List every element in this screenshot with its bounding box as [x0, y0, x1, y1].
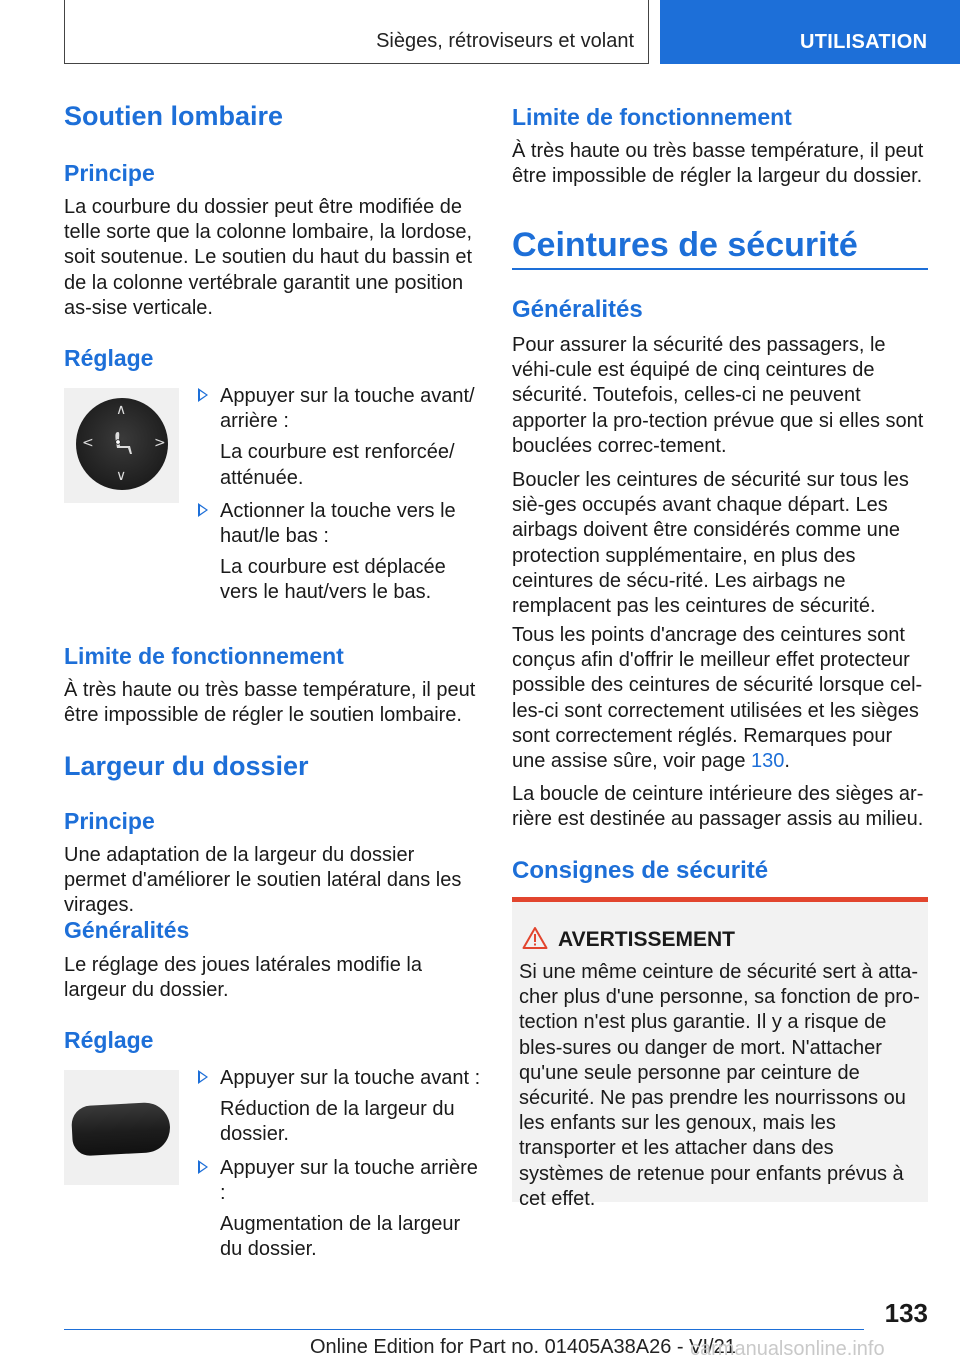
header-section-title: Sièges, rétroviseurs et volant: [376, 30, 634, 52]
footer-edition: Online Edition for Part no. 01405A38A26 - VI/21: [310, 1336, 736, 1358]
warning-text: Si une même ceinture de sécurité sert à atta-cher plus d'une personne, sa fonction de pro-tection n'est plus garantie. Il y a risque de bles-sures ou danger de mort. N'attacher qu'une seule personne par ceinture de sécurité. Ne pas prendre les nourrissons ou les enfants sur les genoux, mais les transporter et les attacher dans des systèmes de retenue pour enfants prévus à cet effet.: [519, 961, 920, 1210]
generalites-text: Le réglage des joues latérales modifie la largeur du dossier.: [64, 954, 422, 1002]
bullet-action: Appuyer sur la touche avant/ arrière :: [220, 385, 475, 433]
warning-box: [512, 897, 928, 1210]
para3-text: Tous les points d'ancrage des ceintures sont conçus afin d'offrir le meilleur effet protecteur possible des ceintures de sécurité lorsque cel-les-ci sont correctement utilisées et les sièges sont correctement réglés. Remarques pour une assise sûre, voir page: [512, 624, 923, 773]
warning-triangle-icon: [522, 926, 548, 950]
limite-text: À très haute ou très basse température, il peut être impossible de régler le soutien lombaire.: [64, 679, 476, 727]
bullet-item: [192, 1066, 482, 1148]
footer-watermark: carmanualsonline.info: [690, 1338, 885, 1360]
principe2-text: Une adaptation de la largeur du dossier permet d'améliorer le soutien latéral dans les virages.: [64, 844, 462, 917]
title-underline: [512, 268, 928, 270]
bullet-item: [192, 384, 482, 491]
title-ceintures: Ceintures de sécurité: [512, 226, 858, 264]
bullet-triangle-icon: [198, 1070, 208, 1084]
header-chapter-tab: [660, 0, 960, 64]
bullet-result: Réduction de la largeur du dossier.: [220, 1098, 455, 1146]
title-largeur-dossier: Largeur du dossier: [64, 751, 309, 781]
bullet-triangle-icon: [198, 388, 208, 402]
heading-principe-2: Principe: [64, 808, 155, 834]
title-soutien-lombaire: Soutien lombaire: [64, 101, 284, 131]
bullet-triangle-icon: [198, 1160, 208, 1174]
warning-title: AVERTISSEMENT: [558, 928, 735, 951]
bullet-action: Actionner la touche vers le haut/le bas :: [220, 499, 456, 548]
arrow-left-icon: <: [82, 435, 94, 451]
header-section-box: [64, 0, 649, 64]
ceintures-para-2: Boucler les ceintures de sécurité sur tous les siè-ges occupés avant chaque départ. Les airbags doivent être considérés comme une protection supplémentaire, en plus des ceintures de sécu-rité. Les airbags ne remplacent pas les ceintures de sécurité.: [512, 469, 909, 618]
bullet-triangle-icon: [198, 503, 208, 517]
bullet-item: [192, 499, 482, 606]
page-link-130[interactable]: 130: [751, 750, 785, 773]
arrow-down-icon: ∨: [116, 468, 127, 484]
heading-consignes: Consignes de sécurité: [512, 857, 769, 884]
bullet-item: [192, 1156, 482, 1263]
bullet-result: Augmentation de la largeur du dossier.: [220, 1213, 461, 1261]
principe-text: La courbure du dossier peut être modifiée de telle sorte que la colonne lombaire, la lordose, soit soutenue. Le soutien du haut du bassin et de la colonne vertébrale garantit une position as-sise verticale.: [64, 196, 473, 319]
heading-generalites: Généralités: [64, 917, 190, 943]
header-chapter-label: UTILISATION: [800, 31, 928, 53]
bullet-result: La courbure est renforcée/ atténuée.: [220, 441, 455, 489]
ceintures-para-4: La boucle de ceinture intérieure des sièges ar-rière est destinée au passager assis au milieu.: [512, 783, 924, 831]
lumbar-knob: [76, 398, 168, 490]
heading-limite: Limite de fonctionnement: [64, 643, 344, 669]
heading-principe: Principe: [64, 160, 155, 186]
bullet-result: La courbure est déplacée vers le haut/vers le bas.: [220, 556, 446, 604]
ceintures-para-3: [512, 623, 928, 774]
arrow-up-icon: ∧: [116, 402, 127, 418]
heading-reglage: Réglage: [64, 345, 154, 371]
width-button-image: [64, 1070, 179, 1185]
para3-end: .: [784, 750, 790, 773]
ceintures-para-1: Pour assurer la sécurité des passagers, le véhi-cule est équipé de cinq ceintures de sécurité. Toutefois, celles-ci ne peuvent apporter la pro-tection prévue que si elles sont bouclées correc-tement.: [512, 334, 924, 457]
width-button: [71, 1101, 171, 1156]
page-number: 133: [884, 1298, 928, 1328]
arrow-right-icon: >: [154, 435, 166, 451]
reglage2-bullet-list: [192, 1066, 482, 1262]
reglage-bullet-list: [192, 384, 482, 606]
seat-icon: [112, 430, 134, 456]
limite-right-text: À très haute ou très basse température, il peut être impossible de régler la largeur du dossier.: [512, 140, 924, 188]
lumbar-control-image: [64, 388, 179, 503]
bullet-action: Appuyer sur la touche avant :: [220, 1067, 481, 1089]
bullet-action: Appuyer sur la touche arrière :: [220, 1156, 478, 1204]
heading-reglage-2: Réglage: [64, 1027, 154, 1053]
heading-limite-right: Limite de fonctionnement: [512, 104, 792, 130]
heading-generalites-right: Généralités: [512, 296, 643, 323]
footer-rule: [64, 1329, 864, 1330]
